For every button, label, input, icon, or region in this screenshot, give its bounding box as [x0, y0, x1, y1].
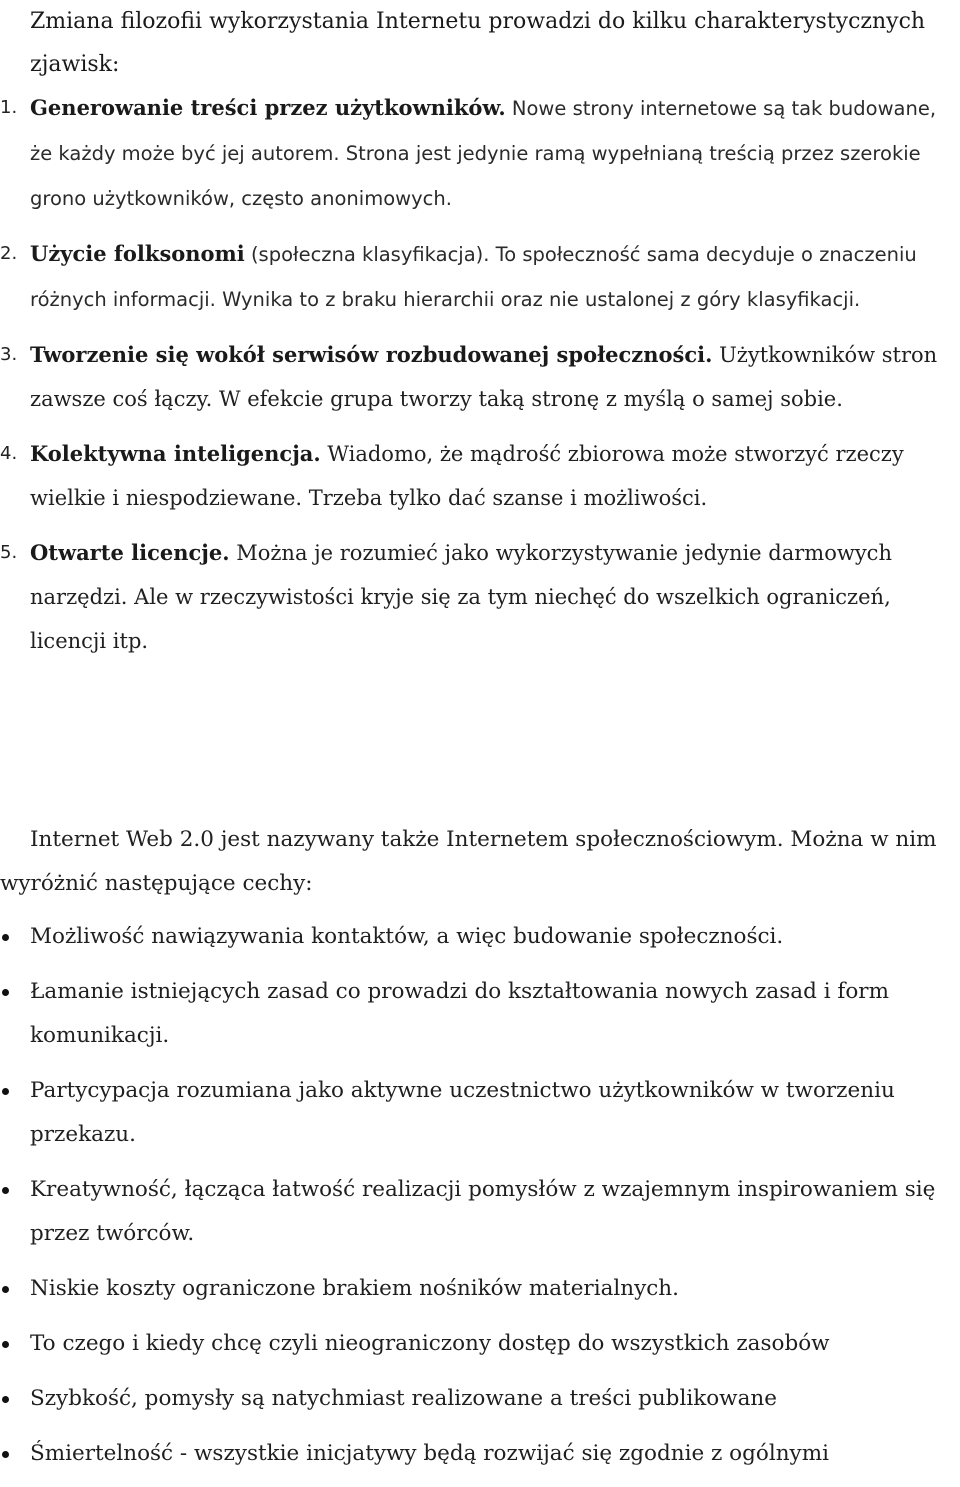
numbered-list-item	[0, 531, 950, 663]
item-heading: Kolektywna inteligencja.	[30, 441, 321, 466]
list-number: 2.	[0, 243, 18, 264]
bullet-list-item	[0, 1168, 940, 1256]
item-heading: Użycie folksonomi	[30, 241, 245, 266]
intro-text: Zmiana filozofii wykorzystania Internetu prowadzi do kilku charakterystycznych zjawisk:	[30, 9, 926, 77]
bullet-icon	[2, 1451, 9, 1458]
item-text: Można je rozumieć jako wykorzystywanie jedynie darmowych narzędzi. Ale w rzeczywistości kryje się za tym niechęć do wszelkich ograniczeń, licencji itp.	[30, 541, 892, 653]
numbered-list-item	[0, 232, 950, 322]
bullet-text: Kreatywność, łącząca łatwość realizacji pomysłów z wzajemnym inspirowaniem się przez twórców.	[30, 1177, 936, 1246]
intro-paragraph	[0, 0, 950, 86]
item-text: Użytkowników stron zawsze coś łączy. W efekcie grupa tworzy taką stronę z myślą o samej sobie.	[30, 343, 938, 411]
numbered-list	[0, 86, 950, 674]
item-text: Nowe strony internetowe są tak budowane, że każdy może być jej autorem. Strona jest jedynie ramą wypełnianą treścią przez szerokie grono użytkowników, często anonimowych.	[30, 97, 937, 210]
web20-paragraph	[0, 818, 940, 906]
list-number: 1.	[0, 97, 18, 118]
list-number: 5.	[0, 542, 18, 563]
item-text: Wiadomo, że mądrość zbiorowa może stworzyć rzeczy wielkie i niespodziewane. Trzeba tylko dać szanse i możliwości.	[30, 442, 904, 510]
bullet-list-item	[0, 1322, 940, 1366]
web20-text: Internet Web 2.0 jest nazywany także Internetem społecznościowym. Można w nim wyróżnić następujące cechy:	[0, 827, 937, 896]
item-heading: Otwarte licencje.	[30, 540, 230, 565]
bullet-icon	[2, 1088, 9, 1095]
bullet-list-item	[0, 915, 940, 959]
bullet-text: Szybkość, pomysły są natychmiast realizowane a treści publikowane	[30, 1386, 777, 1411]
bullet-icon	[2, 934, 9, 941]
bullet-icon	[2, 989, 9, 996]
bullet-list	[0, 915, 940, 1487]
numbered-list-item	[0, 86, 950, 221]
bullet-list-item	[0, 1432, 940, 1476]
bullet-list-item	[0, 1377, 940, 1421]
numbered-list-item	[0, 432, 950, 520]
bullet-list-item	[0, 970, 940, 1058]
numbered-list-item	[0, 333, 950, 421]
bullet-text: Możliwość nawiązywania kontaktów, a więc budowanie społeczności.	[30, 924, 784, 949]
bullet-text: To czego i kiedy chcę czyli nieograniczony dostęp do wszystkich zasobów	[30, 1331, 830, 1356]
item-heading: Generowanie treści przez użytkowników.	[30, 95, 506, 120]
bullet-text: Łamanie istniejących zasad co prowadzi do kształtowania nowych zasad i form komunikacji.	[30, 979, 889, 1048]
bullet-text: Śmiertelność - wszystkie inicjatywy będą rozwijać się zgodnie z ogólnymi	[30, 1441, 829, 1466]
list-number: 3.	[0, 344, 18, 365]
bullet-list-item	[0, 1069, 940, 1157]
item-heading: Tworzenie się wokół serwisów rozbudowanej społeczności.	[30, 342, 713, 367]
bullet-text: Niskie koszty ograniczone brakiem nośników materialnych.	[30, 1276, 679, 1301]
bullet-text: Partycypacja rozumiana jako aktywne uczestnictwo użytkowników w tworzeniu przekazu.	[30, 1078, 895, 1147]
bullet-icon	[2, 1396, 9, 1403]
bullet-icon	[2, 1187, 9, 1194]
bullet-list-item	[0, 1267, 940, 1311]
list-number: 4.	[0, 443, 18, 464]
bullet-icon	[2, 1286, 9, 1293]
bullet-icon	[2, 1341, 9, 1348]
item-text: (społeczna klasyfikacja). To społeczność sama decyduje o znaczeniu różnych informacji. Wynika to z braku hierarchii oraz nie ustalonej z góry klasyfikacji.	[30, 243, 917, 311]
